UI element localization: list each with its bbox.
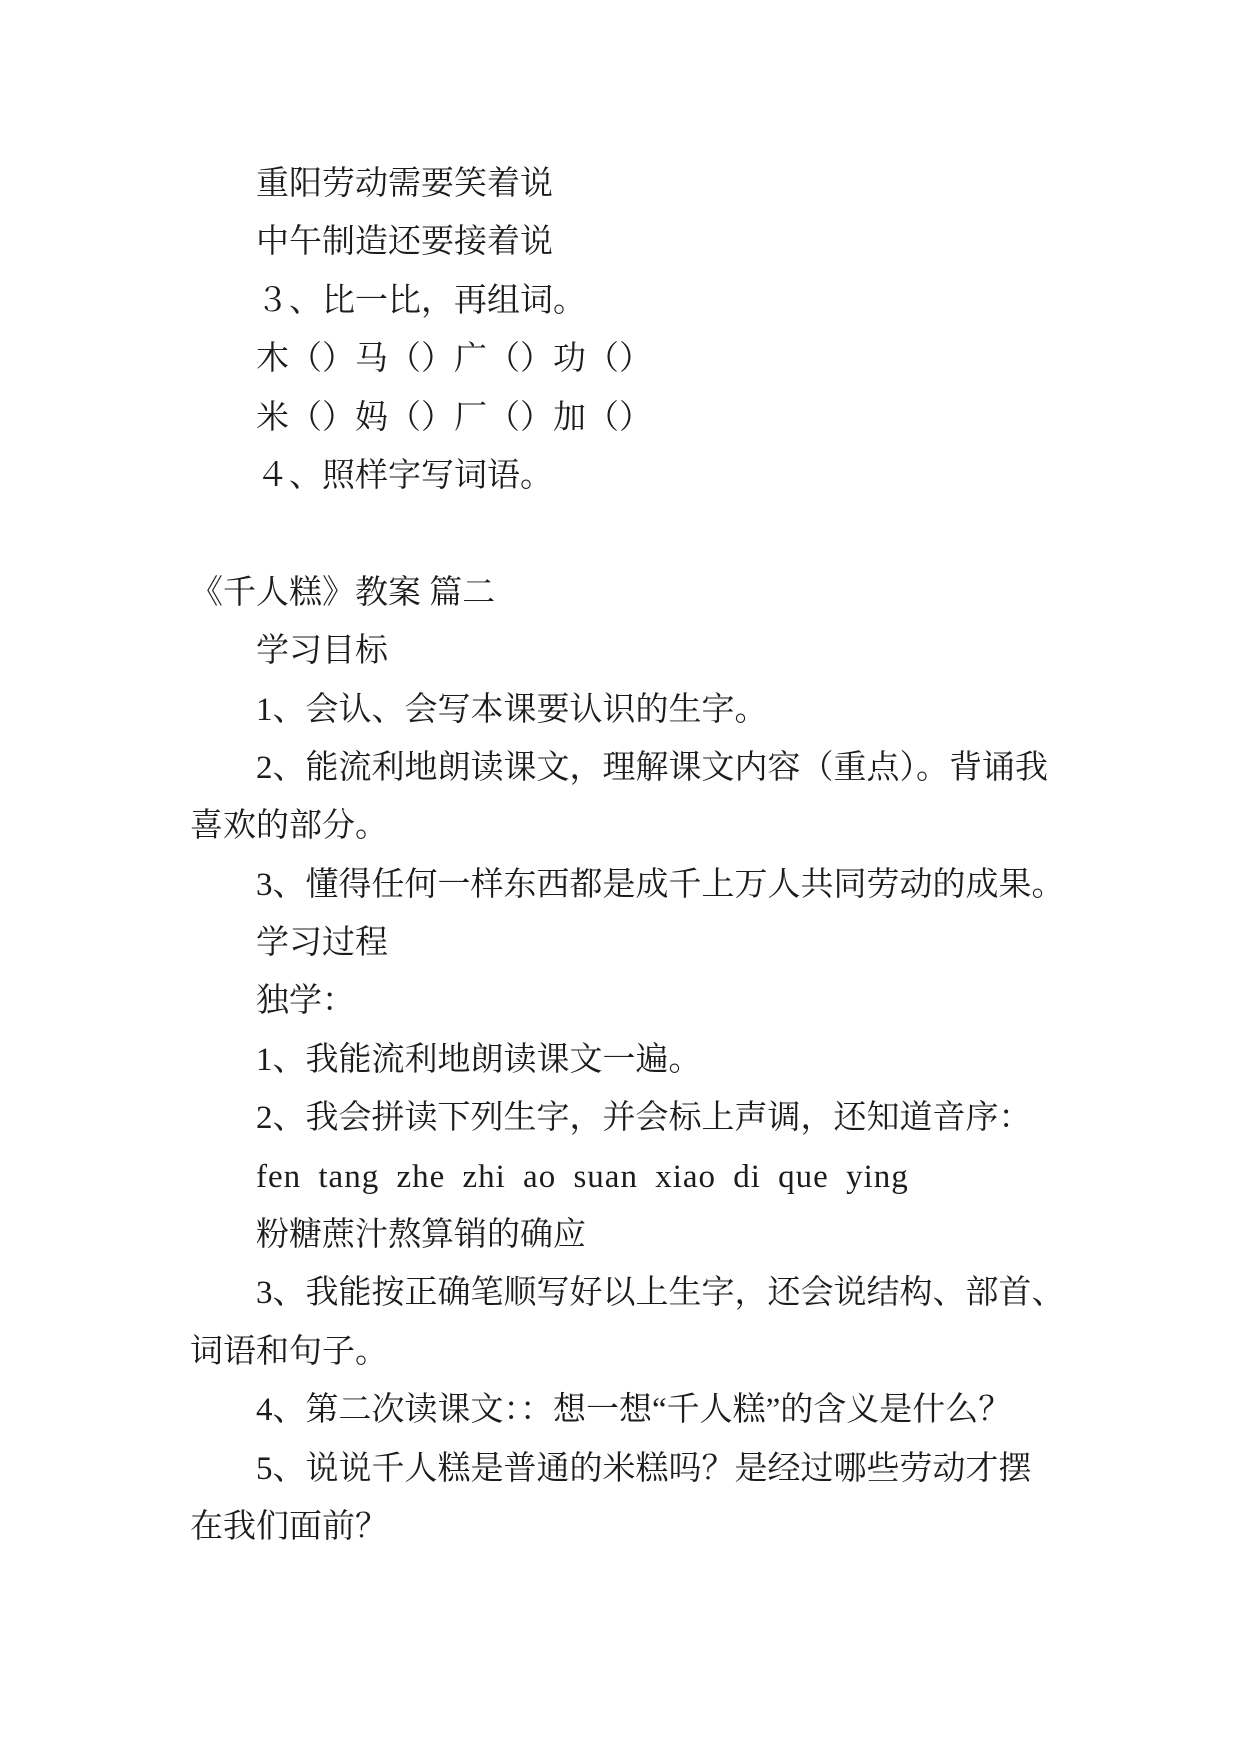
- example-line: 重阳劳动需要笑着说: [256, 166, 553, 202]
- self-study-heading: 独学：: [256, 983, 355, 1020]
- self-study-item: 5、说说千人糕是普通的米糕吗？是经过哪些劳动才摆: [256, 1450, 1032, 1487]
- pinyin-line: fen tang zhe zhi ao suan xiao di que ying: [256, 1158, 909, 1195]
- objective-item-continued: 喜欢的部分。: [190, 808, 388, 845]
- objective-item: 2、能流利地朗读课文，理解课文内容（重点）。背诵我: [256, 749, 1048, 786]
- lesson-plan-title: 《千人糕》教案 篇二: [190, 574, 496, 611]
- self-study-item: 4、第二次读课文：：想一想“千人糕”的含义是什么？: [256, 1392, 1012, 1429]
- compare-row: 木（）马（）广（）功（）: [256, 341, 652, 378]
- self-study-item-continued: 词语和句子。: [190, 1333, 388, 1370]
- objectives-heading: 学习目标: [256, 633, 388, 670]
- self-study-item: 2、我会拼读下列生字，并会标上声调，还知道音序：: [256, 1100, 1032, 1137]
- lesson-plan-section: [190, 564, 1150, 1557]
- process-block: [190, 914, 1150, 1556]
- blank-line: [190, 505, 1150, 563]
- exercise-3-title: ３、比一比，再组词。: [256, 282, 586, 319]
- self-study-item: 1、我能流利地朗读课文一遍。: [256, 1041, 702, 1078]
- compare-row: 米（）妈（）厂（）加（）: [256, 399, 652, 436]
- example-line: 中午制造还要接着说: [256, 224, 553, 261]
- self-study-item-continued: 在我们面前？: [190, 1508, 388, 1545]
- self-study-item: 3、我能按正确笔顺写好以上生字，还会说结构、部首、: [256, 1275, 1065, 1312]
- exercise-section: [190, 155, 1150, 505]
- exercise-4-title: ４、照样字写词语。: [256, 457, 553, 494]
- objectives-block: [190, 622, 1150, 914]
- document-body: [190, 155, 1150, 1556]
- objective-item: 1、会认、会写本课要认识的生字。: [256, 691, 768, 728]
- objective-item: 3、懂得任何一样东西都是成千上万人共同劳动的成果。: [256, 866, 1065, 903]
- characters-line: 粉糖蔗汁熬算销的确应: [256, 1217, 586, 1254]
- process-heading: 学习过程: [256, 925, 388, 962]
